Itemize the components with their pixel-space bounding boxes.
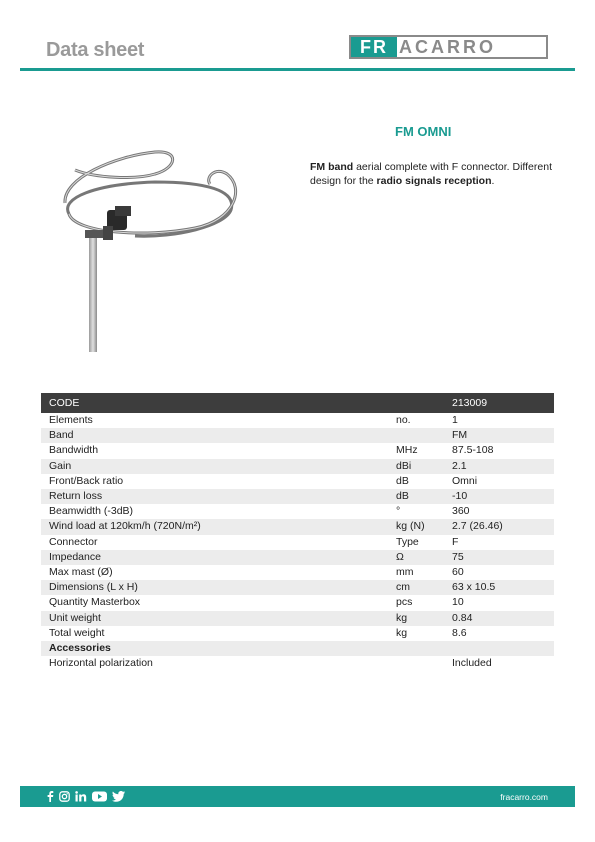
header-code-value: 213009 (444, 393, 554, 413)
social-links (46, 791, 125, 802)
twitter-icon[interactable] (112, 791, 125, 802)
table-row (41, 489, 554, 504)
row-unit: pcs (396, 596, 413, 609)
row-value: 0.84 (444, 611, 554, 626)
row-label: Total weight (49, 626, 105, 639)
table-row (41, 459, 554, 474)
description-text-1: aerial complete with F connector. Different design for the (310, 161, 552, 187)
row-value: 8.6 (452, 626, 467, 639)
row-unit: kg (N) (388, 519, 444, 534)
row-label: Max mast (Ø) (49, 566, 113, 579)
row-label: Band (41, 428, 388, 443)
row-label: Beamwidth (-3dB) (49, 505, 134, 518)
description-bold-1: FM band (310, 161, 354, 173)
row-label: Gain (41, 459, 388, 474)
row-unit: no. (396, 414, 411, 426)
header-unit (388, 393, 444, 413)
table-row (41, 504, 554, 519)
row-unit: Ω (388, 550, 444, 565)
instagram-icon[interactable] (59, 791, 70, 802)
table-row (41, 595, 554, 610)
row-unit (388, 428, 444, 443)
table-row (41, 428, 554, 443)
row-unit: cm (388, 580, 444, 595)
row-unit (388, 641, 444, 656)
page-title: Data sheet (46, 39, 145, 61)
footer-website-link[interactable]: fracarro.com (500, 791, 548, 802)
product-description (310, 161, 560, 188)
description-text-2: . (491, 174, 495, 187)
row-value: 10 (452, 596, 464, 609)
product-title: FM OMNI (395, 124, 452, 139)
header-code: CODE (41, 393, 388, 413)
row-unit: dB (396, 474, 409, 487)
row-value: FM (444, 428, 554, 443)
row-unit (388, 656, 444, 671)
row-label: Bandwidth (49, 444, 99, 457)
row-value: 75 (444, 550, 554, 565)
description-bold-2: radio signals reception (376, 174, 492, 187)
logo-right: ACARRO (399, 37, 496, 57)
row-label: Elements (49, 414, 93, 426)
spec-table (41, 393, 554, 671)
fracarro-logo (349, 35, 548, 59)
row-label: Return loss (41, 489, 388, 504)
table-row (41, 474, 554, 489)
row-unit: ° (396, 505, 401, 518)
table-row (41, 550, 554, 565)
table-row (41, 656, 554, 671)
youtube-icon[interactable] (92, 791, 107, 802)
table-row (41, 565, 554, 580)
table-row (41, 626, 554, 641)
row-label: Front/Back ratio (49, 474, 124, 487)
row-unit: dB (388, 489, 444, 504)
row-label: Impedance (41, 550, 388, 565)
row-label: Dimensions (L x H) (41, 580, 388, 595)
row-label: Unit weight (41, 611, 388, 626)
row-unit: kg (396, 626, 408, 639)
table-row (41, 580, 554, 595)
table-section-row (41, 641, 554, 656)
facebook-icon[interactable] (46, 791, 54, 802)
row-unit: kg (388, 611, 444, 626)
row-value: Omni (452, 474, 478, 487)
row-value: 2.7 (26.46) (444, 519, 554, 534)
row-value (444, 641, 554, 656)
row-unit: dBi (388, 459, 444, 474)
logo-left: FR (351, 37, 397, 57)
table-row (41, 443, 554, 458)
row-value: 2.1 (444, 459, 554, 474)
row-label: Quantity Masterbox (49, 596, 141, 609)
row-label: Connector (49, 535, 98, 548)
row-unit: MHz (396, 444, 418, 457)
row-value: 60 (452, 566, 464, 579)
row-unit: Type (396, 535, 419, 548)
linkedin-icon[interactable] (75, 791, 87, 802)
antenna-image (55, 138, 245, 354)
row-value: 360 (452, 505, 470, 518)
row-value: Included (452, 657, 492, 670)
table-row (41, 535, 554, 550)
row-label: Wind load at 120km/h (720N/m²) (41, 519, 388, 534)
header-divider (20, 68, 575, 71)
row-value: -10 (444, 489, 554, 504)
table-row (41, 413, 554, 428)
row-unit: mm (396, 566, 414, 579)
table-header-row (41, 393, 554, 413)
table-row (41, 519, 554, 534)
row-value: 87.5-108 (452, 444, 494, 457)
row-value: 1 (452, 414, 458, 426)
row-value: F (452, 535, 459, 548)
row-value: 63 x 10.5 (444, 580, 554, 595)
row-label: Horizontal polarization (49, 657, 153, 670)
table-row (41, 611, 554, 626)
footer-bar (20, 786, 575, 807)
section-label: Accessories (41, 641, 388, 656)
